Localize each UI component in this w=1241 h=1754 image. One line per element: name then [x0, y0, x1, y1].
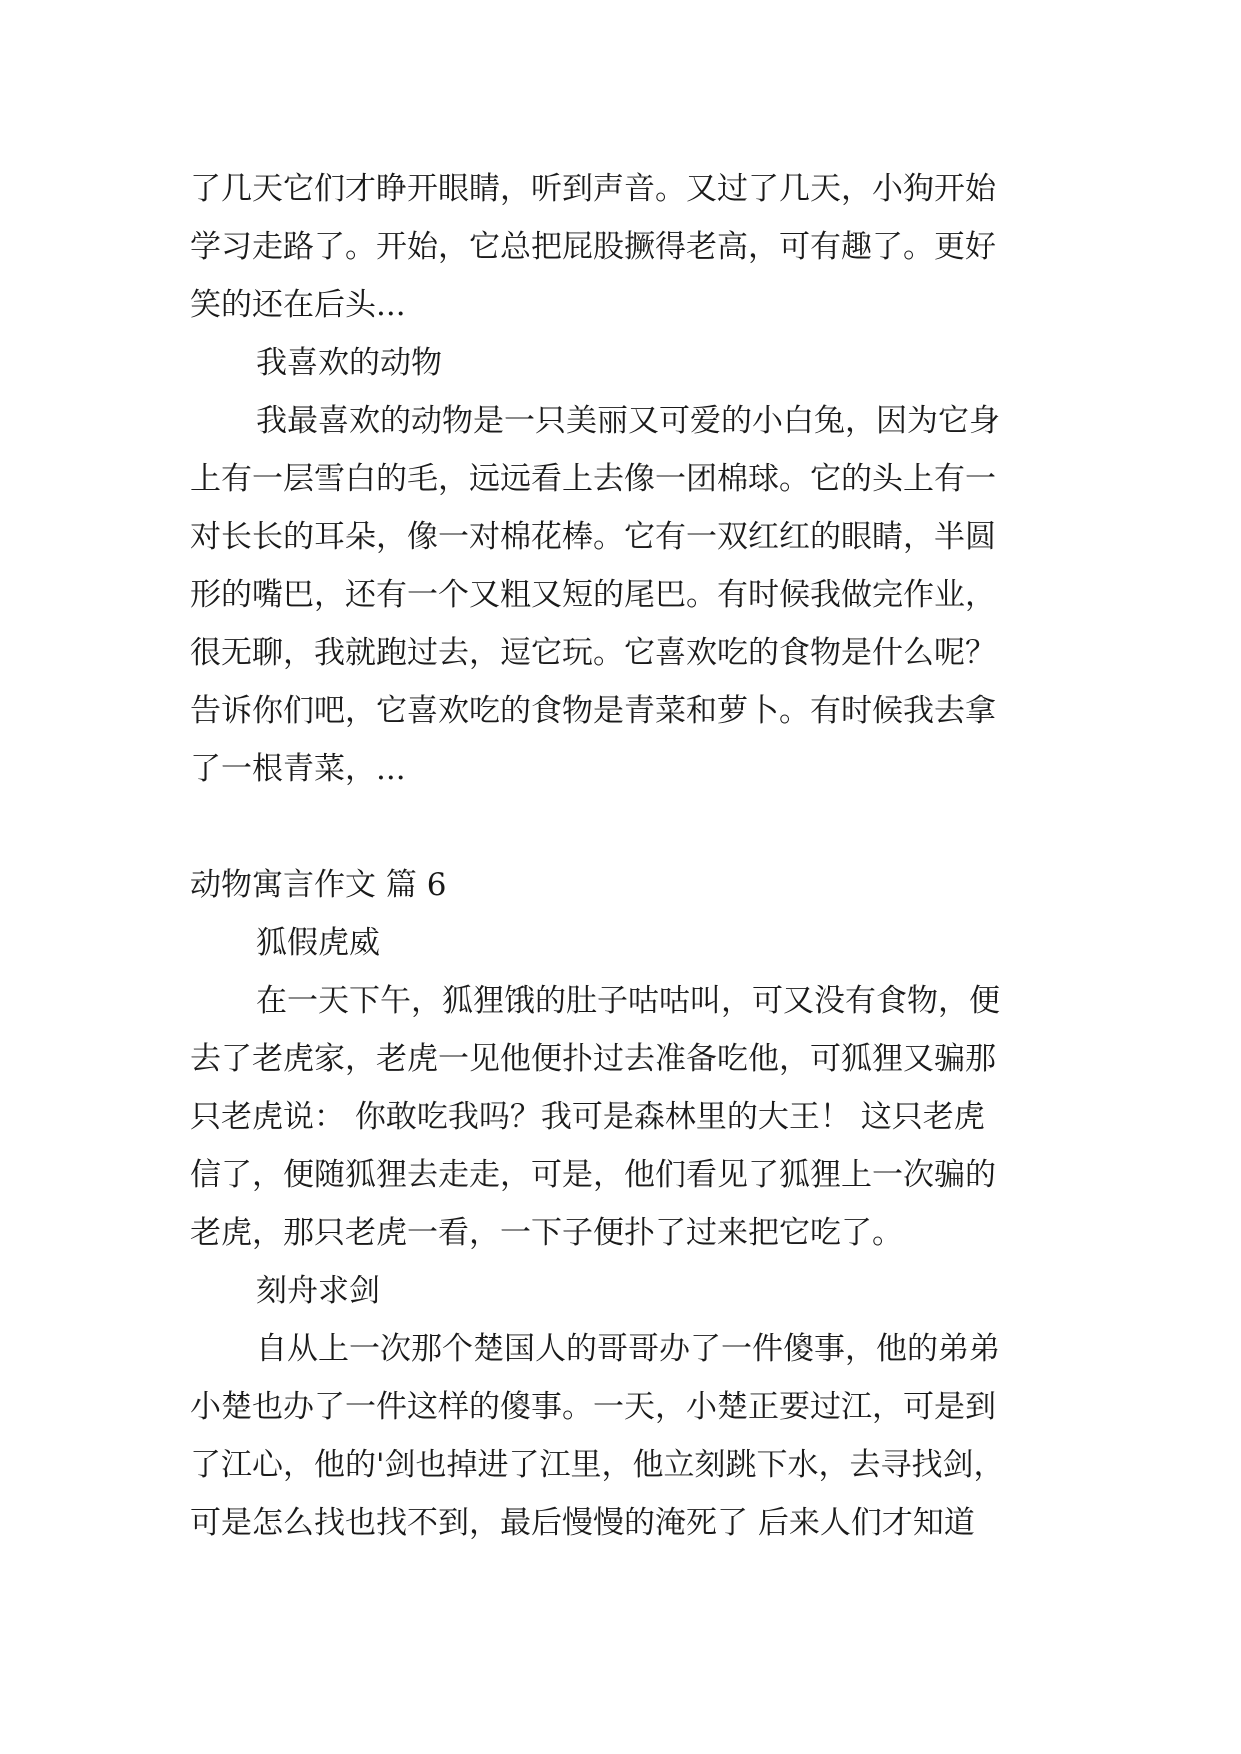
- paragraph-line: 可是怎么找也找不到，最后慢慢的淹死了 后来人们才知道: [190, 1505, 975, 1541]
- subheading-boat-sword: 刻舟求剑: [256, 1273, 380, 1309]
- paragraph-line: 老虎，那只老虎一看，一下子便扑了过来把它吃了。: [190, 1215, 903, 1251]
- paragraph-line: 去了老虎家，老虎一见他便扑过去准备吃他，可狐狸又骗那: [190, 1041, 996, 1077]
- subheading-fox-tiger: 狐假虎威: [256, 925, 380, 961]
- paragraph-line: 了江心，他的'剑也掉进了江里，他立刻跳下水，去寻找剑，: [190, 1447, 1005, 1483]
- section-title: 动物寓言作文 篇 6: [190, 867, 447, 903]
- paragraph-line: 很无聊，我就跑过去，逗它玩。它喜欢吃的食物是什么呢？: [190, 635, 996, 671]
- paragraph-line: 形的嘴巴，还有一个又粗又短的尾巴。有时候我做完作业，: [190, 577, 996, 613]
- paragraph-line: 了一根青菜，...: [190, 751, 406, 787]
- subheading-favorite-animal: 我喜欢的动物: [256, 345, 442, 381]
- paragraph-line: 在一天下午，狐狸饿的肚子咕咕叫，可又没有食物，便: [256, 983, 1000, 1019]
- paragraph-line: 笑的还在后头...: [190, 287, 406, 323]
- paragraph-line: 我最喜欢的动物是一只美丽又可爱的小白兔，因为它身: [256, 403, 1000, 439]
- paragraph-line: 小楚也办了一件这样的傻事。一天，小楚正要过江，可是到: [190, 1389, 996, 1425]
- section-spacer: [190, 798, 1060, 856]
- paragraph-line: 学习走路了。开始，它总把屁股撅得老高，可有趣了。更好: [190, 229, 996, 265]
- paragraph-line: 上有一层雪白的毛，远远看上去像一团棉球。它的头上有一: [190, 461, 996, 497]
- paragraph-line: 信了，便随狐狸去走走，可是，他们看见了狐狸上一次骗的: [190, 1157, 996, 1193]
- document-page: [190, 160, 1060, 1552]
- paragraph-line: 告诉你们吧，它喜欢吃的食物是青菜和萝卜。有时候我去拿: [190, 693, 996, 729]
- paragraph-line: 只老虎说： 你敢吃我吗？我可是森林里的大王！ 这只老虎: [190, 1099, 985, 1135]
- paragraph-line: 了几天它们才睁开眼睛，听到声音。又过了几天，小狗开始: [190, 171, 996, 207]
- paragraph-line: 对长长的耳朵，像一对棉花棒。它有一双红红的眼睛，半圆: [190, 519, 996, 555]
- paragraph-line: 自从上一次那个楚国人的哥哥办了一件傻事，他的弟弟: [256, 1331, 1000, 1367]
